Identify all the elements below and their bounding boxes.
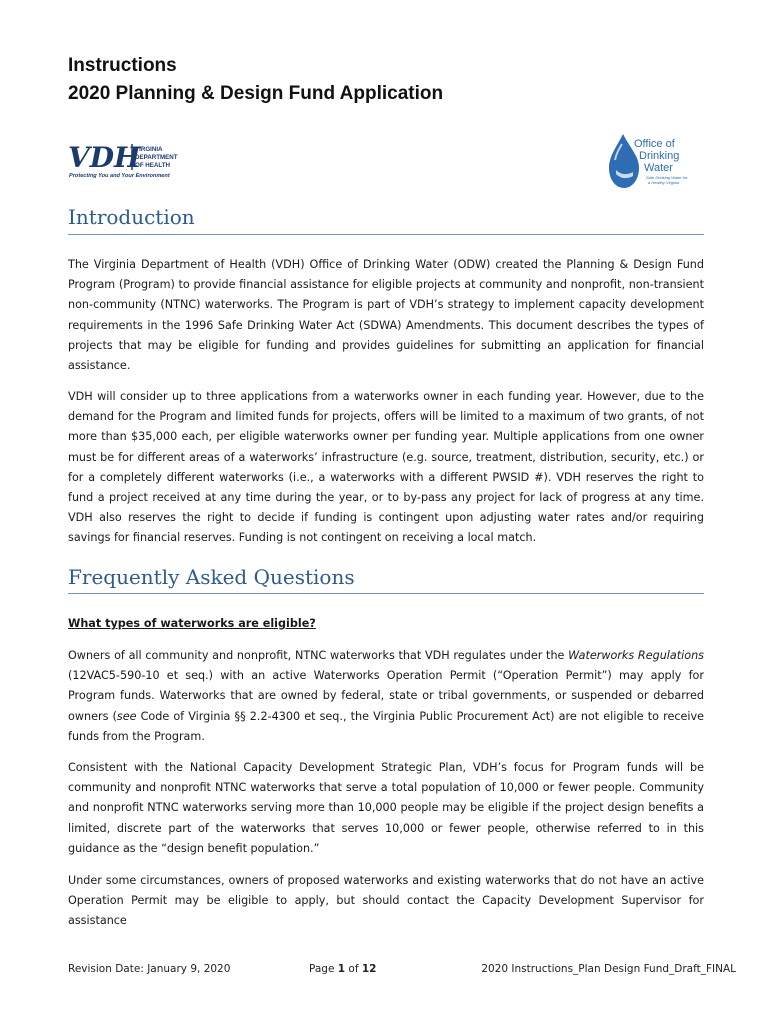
faq-p1-see: see (116, 709, 137, 723)
vdh-logo-name-2: DEPARTMENT (135, 154, 178, 161)
odw-name-2: Drinking (639, 150, 680, 162)
odw-tagline-1: Safe Drinking Water for (646, 175, 688, 180)
odw-name-1: Office of (634, 138, 675, 150)
vdh-logo-name-3: OF HEALTH (135, 162, 170, 169)
introduction-paragraph-1: The Virginia Department of Health (VDH) Office of Drinking Water (ODW) created the Planning & Design Fund Program (Program) to provide financial assistance for eligible projects at community and nonprofit, non-transient non-community (NTNC) waterworks. The Program is part of VDH’s strategy to implement capacity development requirements in the 1996 Safe Drinking Water Act (SDWA) Amendments. This document describes the types of projects that may be eligible for funding and provides guidelines for submitting an application for financial assistance. (68, 258, 704, 373)
odw-logo (606, 132, 710, 192)
introduction-paragraph-2: VDH will consider up to three applications from a waterworks owner in each funding year. However, due to the demand for the Program and limited funds for projects, offers will be limited to a maximum of two grants, of not more than $35,000 each, per eligible waterworks owner per funding year. Multiple applications from one owner must be for different areas of a waterworks’ infrastructure (e.g. source, treatment, distribution, security, etc.) or for a completely different waterworks (i.e., a waterworks with a different PWSID #). VDH reserves the right to fund a project received at any time during the year, or to by-pass any project for lack of progress at any time. VDH also reserves the right to decide if funding is contingent upon adjusting water rates and/or requiring savings for financial reserves. Funding is not contingent on receiving a local match. (68, 390, 704, 545)
document-title (68, 52, 443, 108)
introduction-rule (68, 234, 704, 235)
faq-rule (68, 593, 704, 594)
faq-p1-part-a: Owners of all community and nonprofit, NTNC waterworks that VDH regulates under the (68, 649, 569, 662)
faq-question-eligible-waterworks: What types of waterworks are eligible? (68, 617, 316, 630)
vdh-logo-name-1: VIRGINIA (135, 146, 163, 153)
title-line-1: Instructions (68, 55, 177, 76)
vdh-logo-tagline: Protecting You and Your Environment (69, 173, 170, 179)
title-line-2: 2020 Planning & Design Fund Application (68, 83, 444, 104)
footer-filename: 2020 Instructions_Plan Design Fund_Draft_FINAL (481, 963, 736, 975)
odw-tagline-2: a Healthy Virginia (648, 180, 680, 185)
footer-page-current: 1 (337, 963, 346, 975)
footer-page-number (309, 961, 377, 977)
footer-page-total: 12 (361, 963, 377, 975)
faq-p1-regulations-title: Waterworks Regulations (568, 649, 705, 662)
footer-page-prefix: Page (309, 963, 338, 975)
faq-paragraph-3: Under some circumstances, owners of proposed waterworks and existing waterworks that do not have an active Operation Permit may be eligible to apply, but should contact the Capacity Development Supervisor for assistance (68, 874, 704, 928)
faq-paragraph-2: Consistent with the National Capacity Development Strategic Plan, VDH’s focus for Program funds will be community and nonprofit NTNC waterworks that serve a total population of 10,000 or fewer people. Community and nonprofit NTNC waterworks serving more than 10,000 people may be eligible if the project design benefits a limited, discrete part of the waterworks that serves 10,000 or fewer people, otherwise referred to in this guidance as the “design benefit population.” (68, 761, 704, 855)
vdh-logo-mark: VDH (68, 141, 141, 174)
footer-revision-date: Revision Date: January 9, 2020 (68, 963, 231, 975)
vdh-logo (68, 140, 188, 180)
faq-paragraph-1 (68, 646, 704, 747)
faq-p1-part-b: (12VAC5-590-10 et seq.) with an active Waterworks Operation Permit (“Operation Permit”) may apply for Program funds. Waterworks that are owned by federal, state or tribal governments, or suspended or debarred owners ( (68, 669, 704, 723)
footer-page-of: of (345, 963, 362, 975)
faq-heading: Frequently Asked Questions (68, 565, 355, 589)
faq-p1-part-c: Code of Virginia §§ 2.2-4300 et seq., the Virginia Public Procurement Act) are not eligible to receive funds from the Program. (68, 709, 704, 743)
odw-name-3: Water (644, 162, 673, 174)
introduction-heading: Introduction (68, 205, 195, 229)
